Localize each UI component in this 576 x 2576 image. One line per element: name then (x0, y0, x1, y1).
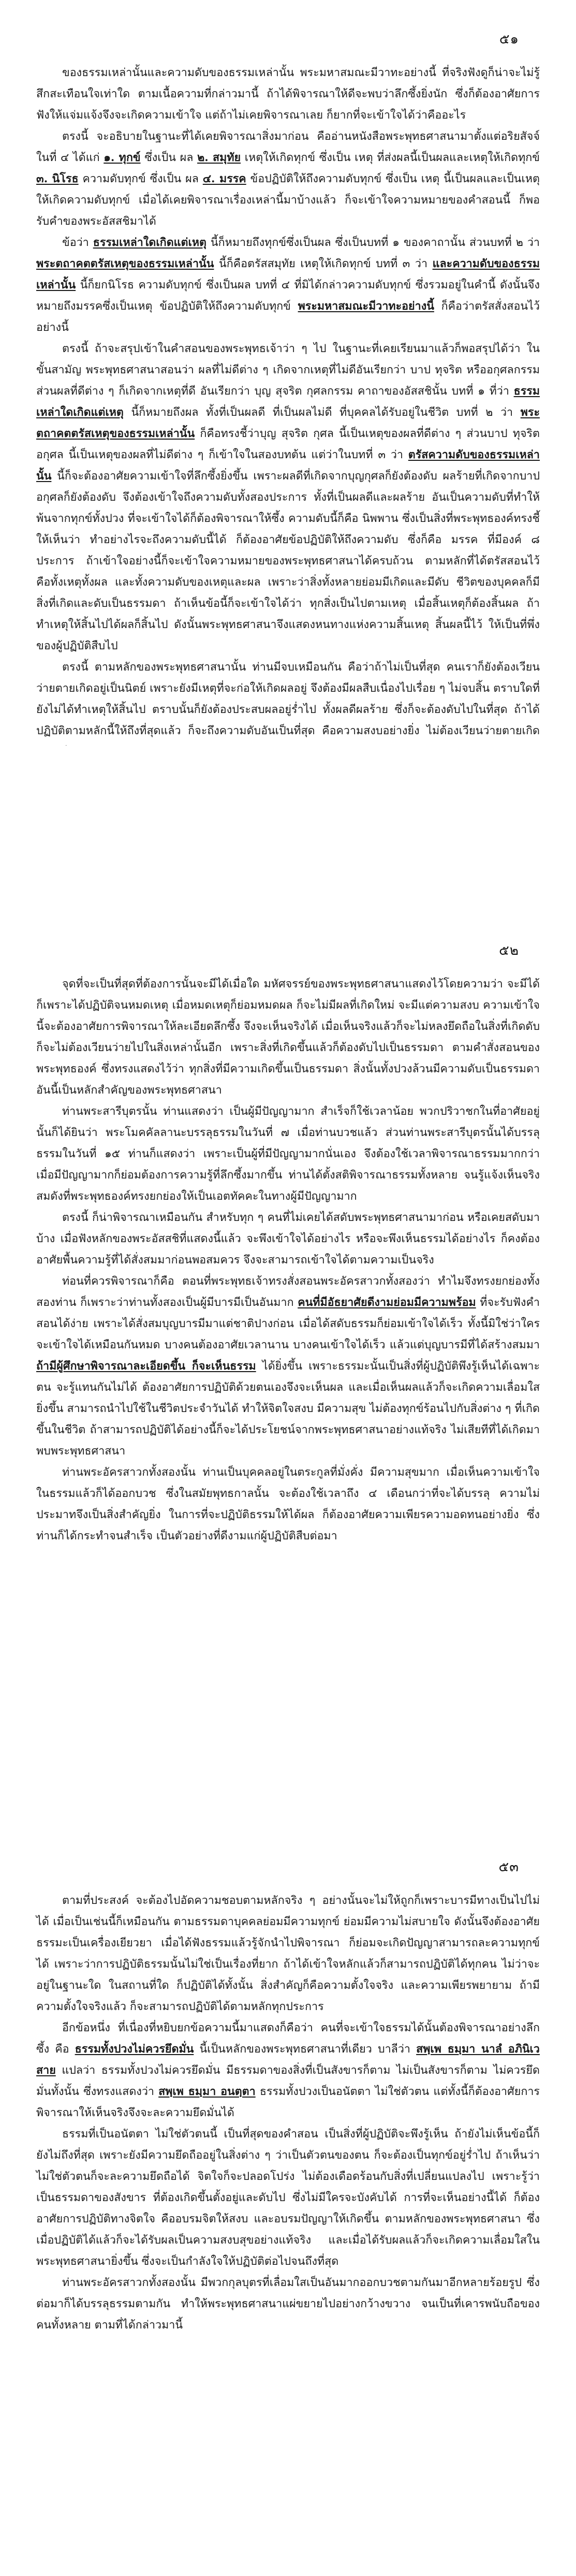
paragraph (36, 338, 540, 657)
text-run: ท่านพระอัครสาวกทั้งสองนั้น มีพวกกุลบุตรที่เลื่อมใสเป็นอันมากออกบวชตามกันมาอีกหลายร้อยรูป ซึ่งต่อมาก็ได้บรรลุธรรมตามกัน ทำให้พระพุทธศาสนาแผ่ขยายไปอย่างกว้างขวาง จนเป็นที่เคารพนับถือของคนทั้งหลาย ตามที่ได้กล่าวมานี้ (36, 2276, 540, 2332)
paragraph (36, 2272, 540, 2336)
text-run: เหตุให้เกิดทุกข์ ซึ่งเป็น เหตุ ที่ส่งผลนี้เป็นผลและเหตุให้เกิดทุกข์ (241, 151, 540, 164)
text-run: ซึ่งเป็น ผล (140, 151, 198, 164)
text-run: ธรรมที่เป็นอนัตตา ไม่ใช่ตัวตนนี้ เป็นที่สุดของคำสอน เป็นสิ่งที่ผู้ปฏิบัติจะพึงรู้เห็น ถ้ายังไม่เห็นข้อนี้ก็ยังไม่ถึงที่สุด เพราะยังมีความยึดถืออยู่ในสิ่งต่าง ๆ ว่าเป็นตัวตนของตน ก็จะต้องเป็นทุกข์อยู่ร่ำไป ถ้าเห็นว่าไม่ใช่ตัวตนก็จะละความยึดถือได้ จิตใจก็จะปลอดโปร่ง ไม่ต้องเดือดร้อนกับสิ่งที่เปลี่ยนแปลงไป เพราะรู้ว่าเป็นธรรมดาของสังขาร ที่ต้องเกิดขึ้นตั้งอยู่และดับไป ซึ่งไม่มีใครจะบังคับได้ การที่จะเห็นอย่างนี้ได้ ก็ต้องอาศัยการปฏิบัติทางจิตใจ คืออบรมจิตให้สงบ และอบรมปัญญาให้เกิดขึ้น ตามหลักของพระพุทธศาสนา ซึ่งเมื่อปฏิบัติได้แล้วก็จะได้รับผลเป็นความสงบสุขอย่างแท้จริง และเมื่อได้รับผลแล้วก็จะเกิดความเลื่อมใสในพระพุทธศาสนายิ่งขึ้น ซึ่งจะเป็นกำลังใจให้ปฏิบัติต่อไปจนถึงที่สุด (36, 2128, 540, 2268)
text-run: ธรรมทั้งปวงเป็นอนัตตา ไม่ใช่ตัวตน แต่ทั้งนี้ก็ต้องอาศัยการพิจารณาให้เห็นจริงจึงจะละความยึดมั่นได้ (36, 2085, 540, 2119)
paragraph (36, 62, 540, 126)
emphasized-text: และความดับของธรรมเหล่านั้น (36, 257, 540, 292)
emphasized-text: ๑. ทุกข์ (104, 151, 141, 164)
paragraph (36, 2017, 540, 2123)
emphasized-text: พระมหาสมณะมีวาทะอย่างนี้ (298, 300, 434, 313)
emphasized-text: สพฺเพ ธมฺมา อนตฺตา (158, 2085, 256, 2098)
paragraph (36, 232, 540, 338)
page-body (36, 973, 540, 1547)
text-run: อีกข้อหนึ่ง ที่เนื่องที่หยิบยกข้อความนี้มาแสดงก็คือว่า คนที่จะเข้าใจธรรมได้นั้นต้องพิจารณาอย่างลึกซึ้ง คือ (36, 2021, 540, 2056)
text-run: ตรงนี้ ก็น่าพิจารณาเหมือนกัน สำหรับทุก ๆ คนที่ไม่เคยได้สดับพระพุทธศาสนามาก่อน หรือเคยสดับมาบ้าง เมื่อฟังหลักของพระอัสสชิที่แสดงนี้แล้ว จะพึงเข้าใจได้อย่างไร หรือจะพึงเห็นธรรมได้อย่างไร ก็คงต้องอาศัยพื้นความรู้ที่ได้สั่งสมมาก่อนพอสมควร จึงจะสามารถเข้าใจได้ตามความเป็นจริง (36, 1211, 540, 1267)
text-run: ข้อว่า (62, 236, 93, 249)
page-number: ๕๑ (499, 32, 519, 47)
text-run: ตามที่ประสงค์ จะต้องไปอัดความชอบตามหลักจริง ๆ อย่างนั้นจะไม่ให้ถูกก็เพราะบารมีทางเป็นไปไม่ได้ เมื่อเป็นเช่นนี้ก็เหมือนกัน ตามธรรมดาบุคคลย่อมมีความทุกข์ ย่อมมีความไม่สบายใจ ดังนั้นจึงต้องอาศัยธรรมะเป็นเครื่องเยียวยา เมื่อได้ฟังธรรมแล้วรู้จักนำไปพิจารณา ก็ย่อมจะเกิดปัญญาสามารถละความทุกข์ได้ เพราะว่าการปฏิบัติธรรมนั้นไม่ใช่เป็นเรื่องที่ยาก ถ้าได้เข้าใจหลักแล้วก็สามารถปฏิบัติได้ทุกคน ไม่ว่าจะอยู่ในฐานะใด ในสถานที่ใด ก็ปฏิบัติได้ทั้งนั้น สิ่งสำคัญก็คือความตั้งใจจริง และความเพียรพยายาม ถ้ามีความตั้งใจจริงแล้ว ก็จะสามารถปฏิบัติได้ตามหลักทุกประการ (36, 1894, 540, 2013)
text-run: ข้อปฏิบัติให้ถึงความดับทุกข์ ซึ่งเป็น เหตุ นี้เป็นผลและเป็นเหตุให้เกิดความดับทุกข์ เมื่อได้เคยพิจารณาเรื่องเหล่านี้มาบ้างแล้ว ก็จะเข้าใจความหมายของคำสอนนี้ ก็พอรับคำของพระอัสสชิมาได้ (36, 172, 540, 228)
text-run: ตรงนี้ จะอธิบายในฐานะที่ได้เคยพิจารณาสิ่งมาก่อน คืออ่านหนังสือพระพุทธศาสนามาตั้งแต่อริยสัจจ์ในที่ ๔ ได้แก่ (36, 130, 540, 164)
text-run: นี้ก็หมายถึงทุกข์ซึ่งเป็นผล ซึ่งเป็นบทที่ ๑ ของคาถานั้น ส่วนบทที่ ๒ ว่า (206, 236, 540, 249)
paragraph (36, 1207, 540, 1271)
text-run: นี้ก็ยกนิโรธ ความดับทุกข์ ซึ่งเป็นผล บทที่ ๔ ที่มิได้กล่าวความดับทุกข์ ซึ่งรวมอยู่ในคำนี้ ดังนั้นจึงหมายถึงมรรคซึ่งเป็นเหตุ ข้อปฏิบัติให้ถึงความดับทุกข์ (36, 279, 540, 313)
text-run: ท่อนที่ควรพิจารณาก็คือ ตอนที่พระพุทธเจ้าทรงสั่งสอนพระอัครสาวกทั้งสองว่า ทำไมจึงทรงยกย่องทั้งสองท่าน ก็เพราะว่าท่านทั้งสองเป็นผู้มีบารมีเป็นอันมาก (36, 1275, 540, 1309)
emphasized-text: ๓. นิโรธ (36, 172, 79, 185)
text-run: ก็คือว่าตรัสสั่งสอนไว้อย่างนี้ (36, 300, 540, 334)
text-run: นี้ก็คือตรัสสมุทัย เหตุให้เกิดทุกข์ บทที่ ๓ ว่า (214, 257, 433, 270)
page-body (36, 62, 540, 763)
page-number: ๕๓ (498, 1859, 519, 1875)
paragraph (36, 2123, 540, 2272)
page-body (36, 1890, 540, 2336)
document-page-3 (0, 1828, 576, 2576)
text-run: ท่านพระสารีบุตรนั้น ท่านแสดงว่า เป็นผู้มีปัญญามาก สำเร็จก็ใช้เวลาน้อย พวกปริวาชกในที่อาศัยอยู่นั้นก็ได้ยินว่า พระโมคคัลลานะบรรลุธรรมในวันที่ ๗ เมื่อท่านบวชแล้ว ส่วนท่านพระสารีบุตรนั้นได้บรรลุธรรมในวันที่ ๑๕ ท่านก็แสดงว่า เพราะเป็นผู้ที่มีปัญญามากนั่นเอง จึงต้องใช้เวลาพิจารณาธรรมมากกว่า เมื่อมีปัญญามากก็ย่อมต้องการความรู้ที่ลึกซึ้งมากขึ้น ท่านได้ตั้งสติพิจารณาธรรมทั้งหลาย จนรู้แจ้งเห็นจริง สมดังที่พระพุทธองค์ทรงยกย่องให้เป็นเอตทัคคะในทางผู้มีปัญญามาก (36, 1105, 540, 1203)
text-run: ตรงนี้ ถ้าจะสรุปเข้าในคำสอนของพระพุทธเจ้าว่า ๆ ไป ในฐานะที่เคยเรียนมาแล้วก็พอสรุปได้ว่า ในขั้นสามัญ พระพุทธศาสนาสอนว่า ผลที่ไม่ดีต่าง ๆ เกิดจากเหตุที่ไม่ดีอันเรียกว่า บาป ทุจริต หรืออกุศลกรรม ส่วนผลที่ดีต่าง ๆ ก็เกิดจากเหตุที่ดี อันเรียกว่า บุญ สุจริต กุศลกรรม คาถาของอัสสชินั้น บทที่ ๑ ที่ว่า (36, 342, 540, 398)
paragraph (36, 1271, 540, 1462)
emphasized-text: ธรรมทั้งปวงไม่ควรยึดมั่น (75, 2043, 194, 2056)
text-run: ตรงนี้ ตามหลักของพระพุทธศาสนานั้น ท่านมีจบเหมือนกัน คือว่าถ้าไม่เป็นที่สุด คนเราก็ยังต้องเวียนว่ายตายเกิดอยู่เป็นนิตย์ เพราะยังมีเหตุที่จะก่อให้เกิดผลอยู่ จึงต้องมีผลสืบเนื่องไปเรื่อย ๆ ไม่จบสิ้น ตราบใดที่ยังไม่ได้ทำเหตุให้สิ้นไป ตราบนั้นก็ยังต้องประสบผลอยู่ร่ำไป ทั้งผลดีผลร้าย ซึ่งก็จะต้องดับไปในที่สุด ถ้าได้ปฏิบัติตามหลักนี้ให้ถึงที่สุดแล้ว ก็จะถึงความดับอันเป็นที่สุด คือความสงบอย่างยิ่ง ไม่ต้องเวียนว่ายตายเกิด (36, 661, 540, 737)
emphasized-text: คนที่มีอัธยาศัยดีงามย่อมมีความพร้อม (298, 1296, 476, 1309)
text-run: ของธรรมเหล่านั้นและความดับของธรรมเหล่านั้น พระมหาสมณะมีวาทะอย่างนี้ ที่จริงฟังดูก็น่าจะไม่รู้สึกสะเทือนใจเท่าใด ตามเนื้อความที่กล่าวมานี้ ถ้าได้พิจารณาให้ดีจะพบว่าลึกซึ้งยิ่งนัก ซึ่งก็ต้องอาศัยการฟังให้แจ่มแจ้งจึงจะเกิดความเข้าใจ แต่ถ้าไม่เคยพิจารณาเลย ก็ยากที่จะเข้าใจได้ว่าคืออะไร (36, 66, 540, 122)
paragraph (36, 1462, 540, 1547)
paragraph (36, 126, 540, 232)
text-run: ท่านพระอัครสาวกทั้งสองนั้น ท่านเป็นบุคคลอยู่ในตระกูลที่มั่งคั่ง มีความสุขมาก เมื่อเห็นความเข้าใจในธรรมแล้วก็ได้ออกบวช ซึ่งในสมัยพุทธกาลนั้น จะต้องใช้เวลาถึง ๔ เดือนกว่าที่จะได้บรรลุ ความไม่ประมาทจึงเป็นสิ่งสำคัญยิ่ง ในการที่จะปฏิบัติธรรมให้ได้ผล ก็ต้องอาศัยความเพียรความอดทนอย่างยิ่ง ซึ่งท่านก็ได้กระทำจนสำเร็จ เป็นตัวอย่างที่ดีงามแก่ผู้ปฏิบัติสืบต่อมา (36, 1466, 540, 1542)
text-run: นี้เป็นหลักของพระพุทธศาสนาที่เดียว บาลีว่า (194, 2043, 417, 2056)
paragraph (36, 973, 540, 1101)
emphasized-text: สพฺเพ ธมฺมา นาลํ อภินิเวสาย (36, 2043, 540, 2077)
emphasized-text: ถ้ามีผู้ศึกษาพิจารณาละเอียดขึ้น ก็จะเห็นธรรม (36, 1360, 256, 1373)
emphasized-text: ๔. มรรค (202, 172, 246, 185)
emphasized-text: พระตถาคตตรัสเหตุของธรรมเหล่านั้น (36, 406, 540, 440)
document-page-1 (0, 0, 576, 746)
text-run: นี้ก็จะต้องอาศัยความเข้าใจที่ลึกซึ้งยิ่งขึ้น เพราะผลดีที่เกิดจากบุญกุศลก็ยังต้องดับ ผลร้ายที่เกิดจากบาปอกุศลก็ยังต้องดับ จึงต้องเข้าใจถึงความดับทั้งสองประการ ทั้งที่เป็นผลดีและผลร้าย อันเป็นความดับที่ทำให้พ้นจากทุกข์ทั้งปวง ที่จะเข้าใจได้ก็ต้องพิจารณาให้ซึ้ง ความดับนี้ก็คือ นิพพาน ซึ่งเป็นสิ่งที่พระพุทธองค์ทรงชี้ให้เห็นว่า ทำอย่างไรจะถึงความดับนี้ได้ ก็ต้องอาศัยข้อปฏิบัติให้ถึงความดับ ซึ่งก็คือ มรรค ที่มีองค์ ๘ ประการ ถ้าเข้าใจอย่างนี้ก็จะเข้าใจความหมายของพระพุทธศาสนาได้ครบถ้วน ตามหลักที่ได้ตรัสสอนไว้ คือทั้งเหตุทั้งผล และทั้งความดับของเหตุและผล เพราะว่าสิ่งทั้งหลายย่อมมีเกิดและมีดับ ชีวิตของบุคคลก็มีสิ่งที่เกิดและดับเป็นธรรมดา ถ้าเห็นข้อนี้ก็จะเข้าใจได้ว่า ทุกสิ่งเป็นไปตามเหตุ เมื่อสิ้นเหตุก็ต้องสิ้นผล ถ้าทำเหตุให้สิ้นไปได้ผลก็สิ้นไป ดังนั้นพระพุทธศาสนาจึงแสดงหนทางแห่งความสิ้นเหตุ สิ้นผลนี้ไว้ ให้เป็นที่พึ่งของผู้ปฏิบัติสืบไป (36, 470, 540, 652)
text-run: แปลว่า ธรรมทั้งปวงไม่ควรยึดมั่น มีธรรมดาของสิ่งที่เป็นสังขารก็ตาม ไม่เป็นสังขารก็ตาม ไม่ควรยึดมั่นทั้งนั้น ซึ่งทรงแสดงว่า (36, 2064, 540, 2098)
text-run: ได้ยิ่งขึ้น เพราะธรรมะนั้นเป็นสิ่งที่ผู้ปฏิบัติพึงรู้เห็นได้เฉพาะตน จะรู้แทนกันไม่ได้ ต้องอาศัยการปฏิบัติด้วยตนเองจึงจะเห็นผล และเมื่อเห็นผลแล้วก็จะเกิดความเลื่อมใสยิ่งขึ้น สามารถนำไปใช้ในชีวิตประจำวันได้ ทำให้จิตใจสงบ มีความสุข ไม่ต้องทุกข์ร้อนไปกับสิ่งต่าง ๆ ที่เกิดขึ้นในชีวิต ถ้าสามารถปฏิบัติได้อย่างนี้ก็จะได้ประโยชน์จากพระพุทธศาสนาอย่างแท้จริง ไม่เสียทีที่ได้เกิดมาพบพระพุทธศาสนา (36, 1360, 540, 1458)
text-run: ที่จะรับฟังคำสอนได้ง่าย เพราะได้สั่งสมบุญบารมีมาแต่ชาติปางก่อน เมื่อได้สดับธรรมก็ย่อมเข้าใจได้เร็ว ทั้งนี้มิใช่ว่าใครจะเข้าใจได้เหมือนกันหมด บางคนต้องอาศัยเวลานาน บางคนเข้าใจได้เร็ว แล้วแต่บุญบารมีที่ได้สร้างสมมา (36, 1296, 540, 1351)
emphasized-text: ๒. สมุทัย (197, 151, 241, 164)
emphasized-text: ธรรมเหล่าใดเกิดแต่เหตุ (93, 236, 206, 249)
text-run: นี้ก็หมายถึงผล ทั้งที่เป็นผลดี ที่เป็นผลไม่ดี ที่บุคคลได้รับอยู่ในชีวิต บทที่ ๒ ว่า (123, 406, 521, 419)
document-page-2 (0, 911, 576, 1657)
emphasized-text: ธรรมเหล่าใดเกิดแต่เหตุ (36, 385, 540, 419)
paragraph (36, 1101, 540, 1207)
text-run: ความดับทุกข์ ซึ่งเป็น ผล (78, 172, 203, 185)
page-gap (0, 1657, 576, 1828)
emphasized-text: พระตถาคตตรัสเหตุของธรรมเหล่านั้น (36, 257, 214, 270)
paragraph (36, 1890, 540, 2017)
page-gap (0, 746, 576, 911)
page-number: ๕๒ (499, 943, 519, 958)
emphasized-text: ตรัสความดับของธรรมเหล่านั้น (36, 448, 540, 483)
text-run: จุดที่จะเป็นที่สุดที่ต้องการนั้นจะมีได้เมื่อใด มหัศจรรย์ของพระพุทธศาสนาแสดงไว้โดยความว่า จะมีได้ก็เพราะได้ปฏิบัติจนหมดเหตุ เมื่อหมดเหตุก็ย่อมหมดผล ก็จะไม่มีผลที่เกิดใหม่ จะมีแต่ความสงบ ความเข้าใจนี้จะต้องอาศัยการพิจารณาให้ละเอียดลึกซึ้ง จึงจะเห็นจริงได้ เมื่อเห็นจริงแล้วก็จะไม่หลงยึดถือในสิ่งที่เกิดดับ ก็จะไม่ต้องเวียนว่ายไปในสิ่งเหล่านั้นอีก เพราะสิ่งที่เกิดขึ้นแล้วก็ต้องดับไปเป็นธรรมดา ตามคำสั่งสอนของพระพุทธองค์ ซึ่งทรงแสดงไว้ว่า ทุกสิ่งที่มีความเกิดขึ้นเป็นธรรมดา สิ่งนั้นทั้งปวงล้วนมีความดับเป็นธรรมดา อันนี้เป็นหลักสำคัญของพระพุทธศาสนา (36, 978, 540, 1097)
text-run: ก็คือทรงชี้ว่าบุญ สุจริต กุศล นี้เป็นเหตุของผลที่ดีต่าง ๆ ส่วนบาป ทุจริต อกุศล นี้เป็นเหตุของผลที่ไม่ดีต่าง ๆ ก็เข้าใจในสองบทต้น แต่ว่าในบทที่ ๓ ว่า (36, 427, 540, 461)
